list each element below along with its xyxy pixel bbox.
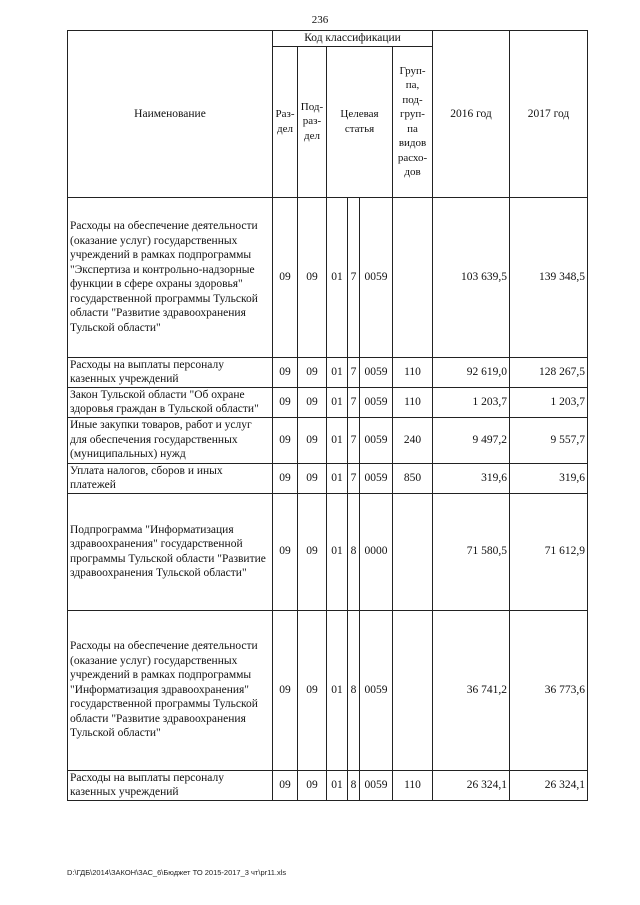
row-celevaya-2: 8: [348, 610, 360, 770]
row-amount-2017: 71 612,9: [510, 493, 588, 610]
row-razdel: 09: [273, 357, 298, 387]
header-gruppa-vidov-rashodov: Груп- па, под- груп- па видов расхо- дов: [393, 46, 433, 197]
table-row: [68, 357, 588, 387]
row-celevaya-2: 7: [348, 417, 360, 463]
row-razdel: 09: [273, 770, 298, 800]
row-name: Расходы на выплаты персоналу казенных учреждений: [68, 357, 273, 387]
row-celevaya-1: 01: [327, 463, 348, 493]
row-celevaya-2: 7: [348, 197, 360, 357]
table-row: [68, 197, 588, 357]
header-podrazdel: Под- раз- дел: [298, 46, 327, 197]
row-name: Расходы на обеспечение деятельности (оказание услуг) государственных учреждений в рамках подпрограммы "Экспертиза и контрольно-надзорные функции в сфере охраны здоровья" государственной программы Тульской области "Развитие здравоохранения Тульской области": [68, 197, 273, 357]
table-row: [68, 417, 588, 463]
header-year-2017: 2017 год: [510, 31, 588, 198]
row-vid-rashodov: 110: [393, 770, 433, 800]
table-row: [68, 387, 588, 417]
budget-table: [67, 30, 588, 801]
header-razdel: Раз- дел: [273, 46, 298, 197]
row-celevaya-1: 01: [327, 387, 348, 417]
row-razdel: 09: [273, 387, 298, 417]
row-vid-rashodov: 850: [393, 463, 433, 493]
table-body: [68, 197, 588, 800]
row-celevaya-1: 01: [327, 610, 348, 770]
row-amount-2016: 71 580,5: [433, 493, 510, 610]
row-podrazdel: 09: [298, 357, 327, 387]
row-celevaya-2: 7: [348, 357, 360, 387]
row-amount-2017: 319,6: [510, 463, 588, 493]
row-amount-2016: 36 741,2: [433, 610, 510, 770]
header-celevaya-statya: Целевая статья: [327, 46, 393, 197]
row-celevaya-3: 0059: [360, 417, 393, 463]
row-celevaya-2: 8: [348, 770, 360, 800]
row-podrazdel: 09: [298, 610, 327, 770]
row-amount-2016: 1 203,7: [433, 387, 510, 417]
row-amount-2017: 128 267,5: [510, 357, 588, 387]
row-vid-rashodov: [393, 197, 433, 357]
row-razdel: 09: [273, 197, 298, 357]
row-vid-rashodov: 110: [393, 357, 433, 387]
row-celevaya-1: 01: [327, 493, 348, 610]
table-row: [68, 463, 588, 493]
row-amount-2017: 36 773,6: [510, 610, 588, 770]
row-celevaya-2: 7: [348, 387, 360, 417]
row-amount-2017: 1 203,7: [510, 387, 588, 417]
row-razdel: 09: [273, 463, 298, 493]
header-year-2016: 2016 год: [433, 31, 510, 198]
row-amount-2016: 26 324,1: [433, 770, 510, 800]
row-amount-2017: 139 348,5: [510, 197, 588, 357]
row-name: Уплата налогов, сборов и иных платежей: [68, 463, 273, 493]
row-celevaya-3: 0000: [360, 493, 393, 610]
row-amount-2016: 103 639,5: [433, 197, 510, 357]
row-celevaya-3: 0059: [360, 387, 393, 417]
row-razdel: 09: [273, 417, 298, 463]
row-vid-rashodov: [393, 493, 433, 610]
row-amount-2017: 26 324,1: [510, 770, 588, 800]
row-celevaya-3: 0059: [360, 610, 393, 770]
row-podrazdel: 09: [298, 197, 327, 357]
row-amount-2016: 319,6: [433, 463, 510, 493]
row-name: Иные закупки товаров, работ и услуг для обеспечения государственных (муниципальных) нужд: [68, 417, 273, 463]
table-row: [68, 493, 588, 610]
row-celevaya-3: 0059: [360, 463, 393, 493]
header-name: Наименование: [68, 31, 273, 198]
row-podrazdel: 09: [298, 387, 327, 417]
row-name: Закон Тульской области "Об охране здоровья граждан в Тульской области": [68, 387, 273, 417]
header-code: Код классификации: [273, 31, 433, 47]
row-amount-2017: 9 557,7: [510, 417, 588, 463]
table-row: [68, 770, 588, 800]
row-celevaya-2: 7: [348, 463, 360, 493]
row-name: Расходы на обеспечение деятельности (оказание услуг) государственных учреждений в рамках подпрограммы "Информатизация здравоохранения" государственной программы Тульской области "Развитие здравоохранения Тульской области": [68, 610, 273, 770]
row-celevaya-2: 8: [348, 493, 360, 610]
row-razdel: 09: [273, 610, 298, 770]
row-podrazdel: 09: [298, 417, 327, 463]
row-podrazdel: 09: [298, 770, 327, 800]
row-celevaya-3: 0059: [360, 197, 393, 357]
row-celevaya-1: 01: [327, 417, 348, 463]
row-celevaya-1: 01: [327, 197, 348, 357]
row-podrazdel: 09: [298, 493, 327, 610]
row-vid-rashodov: 240: [393, 417, 433, 463]
row-celevaya-3: 0059: [360, 770, 393, 800]
row-name: Подпрограмма "Информатизация здравоохранения" государственной программы Тульской области "Развитие здравоохранения Тульской области": [68, 493, 273, 610]
row-podrazdel: 09: [298, 463, 327, 493]
row-amount-2016: 9 497,2: [433, 417, 510, 463]
row-vid-rashodov: [393, 610, 433, 770]
row-vid-rashodov: 110: [393, 387, 433, 417]
row-razdel: 09: [273, 493, 298, 610]
table-row: [68, 610, 588, 770]
row-celevaya-1: 01: [327, 357, 348, 387]
row-celevaya-3: 0059: [360, 357, 393, 387]
row-amount-2016: 92 619,0: [433, 357, 510, 387]
row-name: Расходы на выплаты персоналу казенных учреждений: [68, 770, 273, 800]
page-number: 236: [311, 14, 329, 26]
file-path-footer: D:\ГДБ\2014\ЗАКОН\ЗАС_6\Бюджет ТО 2015-2017_3 чт\pr11.xls: [67, 868, 287, 877]
row-celevaya-1: 01: [327, 770, 348, 800]
